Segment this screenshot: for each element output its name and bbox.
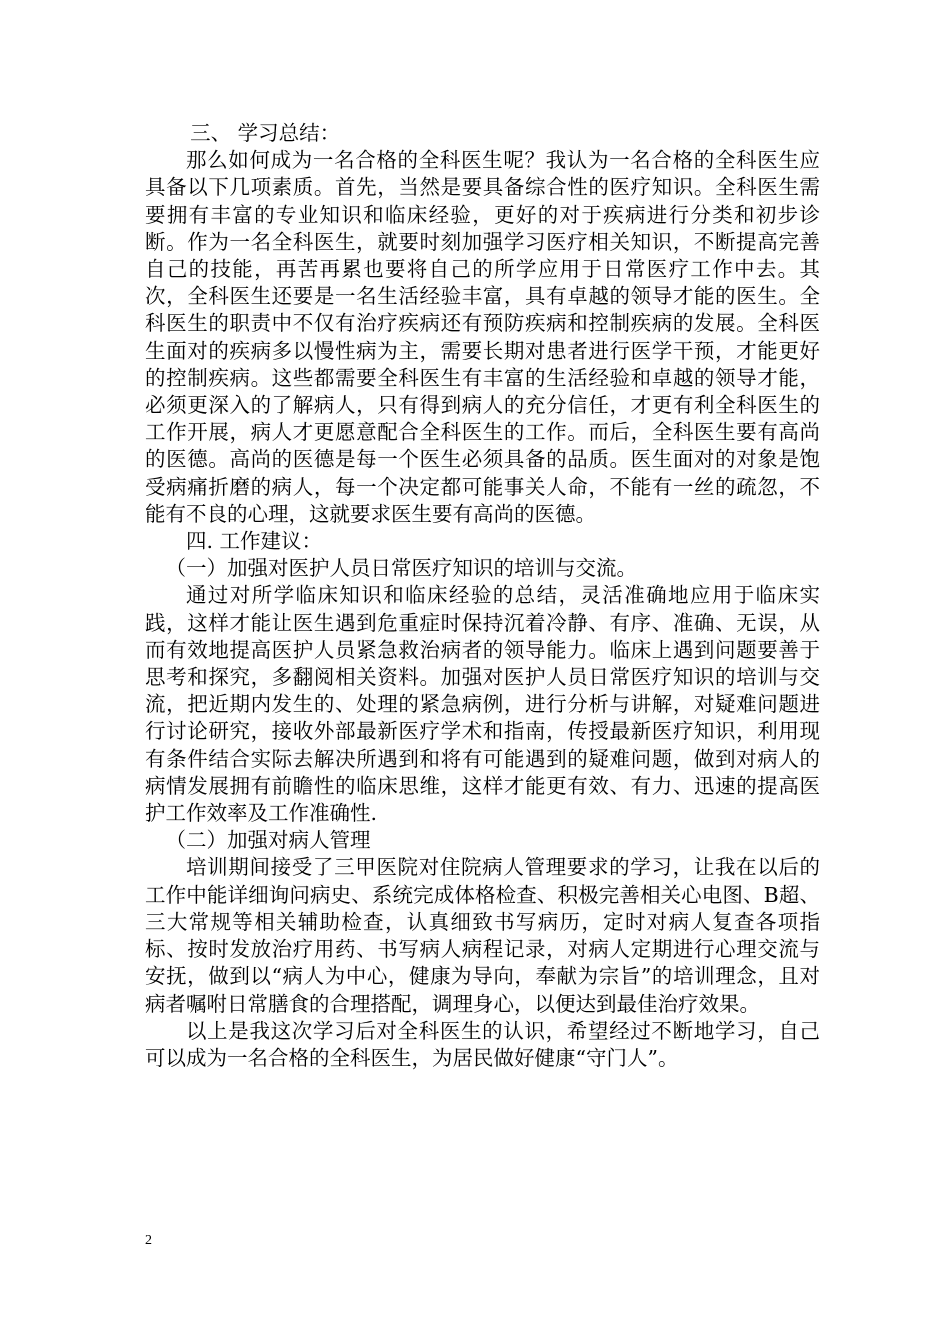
section-heading-work-suggestions: 四. 工作建议： [186,529,323,554]
section-heading-summary: 三、 学习总结： [190,121,341,145]
paragraph-summary: 那么如何成为一名合格的全科医生呢？我认为一名合格的全科医生应具备以下几项素质。首先，当然是要具备综合性的医疗知识。全科医生需要拥有丰富的专业知识和临床经验，更好的对于疾病进行分类和初步诊断。作为一名全科医生，就要时刻加强学习医疗相关知识，不断提高完善自己的技能，再苦再累也要将自己的所学应用于日常医疗工作中去。其次，全科医生还要是一名生活经验丰富，具有卓越的领导才能的医生。全科医生的职责中不仅有治疗疾病还有预防疾病和控制疾病的发展。全科医生面对的疾病多以慢性病为主，需要长期对患者进行医学干预，才能更好的控制疾病。这些都需要全科医生有丰富的生活经验和卓越的领导才能，必须更深入的了解病人，只有得到病人的充分信任，才更有利全科医生的工作开展，病人才更愿意配合全科医生的工作。而后，全科医生要有高尚的医德。高尚的医德是每一个医生必须具备的品质。医生面对的对象是饱受病痛折磨的病人，每一个决定都可能事关人命，不能有一丝的疏忽，不能有不良的心理，这就要求医生要有高尚的医德。 [145,148,820,526]
page-number: 2 [145,1233,152,1248]
document-body [145,120,820,1072]
paragraph-training: 通过对所学临床知识和临床经验的总结，灵活准确地应用于临床实践，这样才能让医生遇到危重症时保持沉着冷静、有序、准确、无误，从而有效地提高医护人员紧急救治病者的领导能力。临床上遇到问题要善于思考和探究，多翻阅相关资料。加强对医护人员日常医疗知识的培训与交流，把近期内发生的、处理的紧急病例，进行分析与讲解，对疑难问题进行讨论研究，接收外部最新医疗学术和指南，传授最新医疗知识，利用现有条件结合实际去解决所遇到和将有可能遇到的疑难问题，做到对病人的病情发展拥有前瞻性的临床思维，这样才能更有效、有力、迅速的提高医护工作效率及工作准确性. [145,583,820,826]
subsection-heading-training: （一）加强对医护人员日常医疗知识的培训与交流。 [165,556,637,581]
paragraph-closing: 以上是我这次学习后对全科医生的认识，希望经过不断地学习，自己可以成为一名合格的全科医生，为居民做好健康“守门人”。 [145,1018,820,1070]
subsection-heading-patient-management: （二）加强对病人管理 [165,828,371,853]
paragraph-patient-management: 培训期间接受了三甲医院对住院病人管理要求的学习，让我在以后的工作中能详细询问病史、系统完成体格检查、积极完善相关心电图、B超、三大常规等相关辅助检查，认真细致书写病历，定时对病人复查各项指标、按时发放治疗用药、书写病人病程记录，对病人定期进行心理交流与安抚，做到以“病人为中心，健康为导向，奉献为宗旨”的培训理念，且对病者嘱咐日常膳食的合理搭配，调理身心，以便达到最佳治疗效果。 [145,855,820,1016]
